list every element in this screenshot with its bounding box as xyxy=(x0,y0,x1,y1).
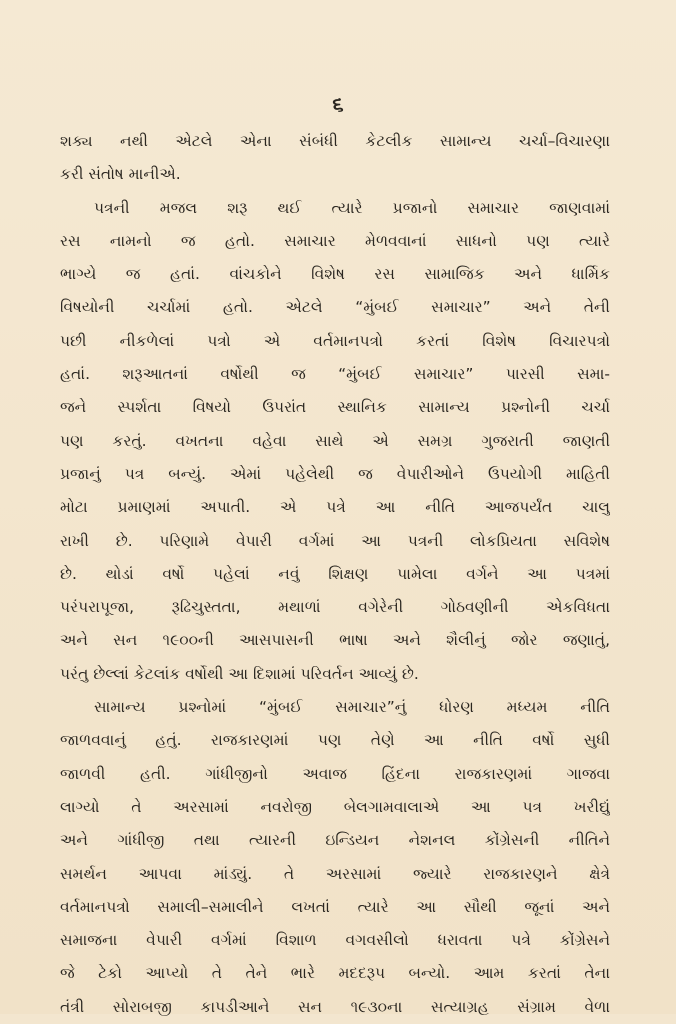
text-line: અને સન ૧૯૦૦ની આસપાસની ભાષા અને શૈલીનું જોર જણાતું, xyxy=(60,631,610,650)
text-line: જને સ્પર્શતા વિષયો ઉપરાંત સ્થાનિક સામાન્ય પ્રશ્નોની ચર્ચા xyxy=(60,398,610,417)
text-line: અને ગાંધીજી તથા ત્યારની ઇન્ડિયન નેશનલ કોંગ્રેસની નીતિને xyxy=(60,831,610,850)
text-line: વર્તમાનપત્રો સમાલી–સમાલીને લખતાં ત્યારે આ સૌથી જૂનાં અને xyxy=(60,897,610,916)
body-text xyxy=(60,125,610,1024)
text-line: પણ કરતું. વખતના વહેવા સાથે એ સમગ્ર ગુજરાતી જાણતી xyxy=(60,431,610,450)
text-line: પત્રની મજલ શરૂ થઈ ત્યારે પ્રજાનો સમાચાર જાણવામાં xyxy=(94,198,610,217)
paragraph-2 xyxy=(60,192,610,691)
text-line: પછી નીકળેલાં પત્રો એ વર્તમાનપત્રો કરતાં વિશેષ વિચારપત્રો xyxy=(60,331,610,350)
text-line: પરંપરાપૂજા, રૂઢિચુસ્તતા, મથાળાં વગેરેની ગોઠવણીની એકવિધતા xyxy=(60,598,610,617)
text-line: કરી સંતોષ માનીએ. xyxy=(60,165,181,184)
text-line: પ્રજાનું પત્ર બન્યું. એમાં પહેલેથી જ વેપારીઓને ઉપયોગી માહિતી xyxy=(60,464,610,483)
page-number: ૬ xyxy=(332,92,344,116)
text-line: ભાગ્યે જ હતાં. વાંચકોને વિશેષ રસ સામાજિક અને ધાર્મિક xyxy=(60,265,610,284)
text-line: રાખી છે. પરિણામે વેપારી વર્ગમાં આ પત્રની લોકપ્રિયતા સવિશેષ xyxy=(60,531,610,550)
text-line: પરંતુ છેલ્લાં કેટલાંક વર્ષોથી આ દિશામાં પરિવર્તન આવ્યું છે. xyxy=(60,664,419,683)
text-line: હતાં. શરૂઆતનાં વર્ષોથી જ “મુંબઈ સમાચાર” પારસી સમા- xyxy=(60,365,610,384)
text-line: વિષયોની ચર્ચામાં હતો. એટલે “મુંબઈ સમાચાર” અને તેની xyxy=(60,298,610,317)
text-line: સામાન્ય પ્રશ્નોમાં “મુંબઈ સમાચાર”નું ધોરણ મધ્યમ નીતિ xyxy=(94,698,610,717)
text-line: શક્ય નથી એટલે એના સંબંધી કેટલીક સામાન્ય ચર્ચા–વિચારણા xyxy=(60,132,610,150)
paragraph-1 xyxy=(60,125,610,192)
text-line: છે. થોડાં વર્ષો પહેલાં નવું શિક્ષણ પામેલા વર્ગને આ પત્રમાં xyxy=(60,564,610,583)
text-line: રસ નામનો જ હતો. સમાચાર મેળવવાનાં સાધનો પણ ત્યારે xyxy=(60,231,610,250)
text-line: જાળવી હતી. ગાંધીજીનો અવાજ હિંદના રાજકારણમાં ગાજવા xyxy=(60,764,610,783)
text-line: જાળવવાનું હતું. રાજકારણમાં પણ તેણે આ નીતિ વર્ષો સુધી xyxy=(60,731,610,750)
text-line: મોટા પ્રમાણમાં અપાતી. એ પત્રે આ નીતિ આજપર્યંત ચાલુ xyxy=(60,498,610,517)
paragraph-3 xyxy=(60,691,610,1024)
text-line: સમર્થન આપવા માંડ્યું. તે અરસામાં જ્યારે રાજકારણને ક્ષેત્રે xyxy=(60,864,610,883)
text-line: જે ટેકો આપ્યો તે તેને ભારે મદદરૂપ બન્યો. આમ કરતાં તેના xyxy=(60,964,610,983)
text-line: સમાજના વેપારી વર્ગમાં વિશાળ વગવસીલો ધરાવતા પત્રે કોંગ્રેસને xyxy=(60,931,610,950)
text-line: તંત્રી સોરાબજી કાપડીઆને સન ૧૯૩૦ના સત્યાગ્રહ સંગ્રામ વેળા xyxy=(60,997,610,1016)
text-line: લાગ્યો તે અરસામાં નવરોજી બેલગામવાલાએ આ પત્ર ખરીદ્યું xyxy=(60,797,610,816)
